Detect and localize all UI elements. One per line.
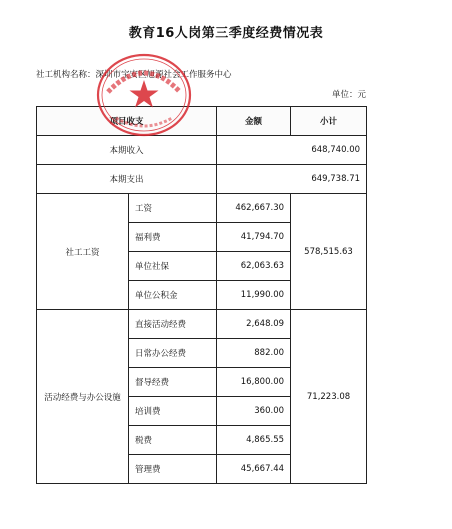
- organization-seal-stamp: [94, 52, 194, 138]
- header-subtotal: 小计: [291, 107, 367, 136]
- item-amount: 462,667.30: [217, 194, 291, 223]
- item-amount: 2,648.09: [217, 310, 291, 339]
- income-row: [37, 136, 367, 165]
- unit-label: 单位：元: [331, 90, 366, 100]
- organization-label: 社工机构名称：: [36, 70, 96, 80]
- seal-star-icon: [130, 80, 159, 108]
- group-subtotal-activity: 71,223.08: [291, 310, 367, 484]
- item-name: 工资: [129, 194, 217, 223]
- item-amount: 4,865.55: [217, 426, 291, 455]
- group-label-activity: 活动经费与办公设施: [37, 310, 129, 484]
- income-value: 648,740.00: [217, 136, 367, 165]
- item-name: 福利费: [129, 223, 217, 252]
- item-amount: 11,990.00: [217, 281, 291, 310]
- expense-table: [36, 106, 367, 484]
- item-amount: 62,063.63: [217, 252, 291, 281]
- item-name: 培训费: [129, 397, 217, 426]
- header-item: 项目收支: [37, 107, 217, 136]
- item-name: 管理费: [129, 455, 217, 484]
- header-amount: 金额: [217, 107, 291, 136]
- item-name: 直接活动经费: [129, 310, 217, 339]
- item-name: 督导经费: [129, 368, 217, 397]
- table-header-row: [37, 107, 367, 136]
- item-amount: 41,794.70: [217, 223, 291, 252]
- group-label-salary: 社工工资: [37, 194, 129, 310]
- item-name: 日常办公经费: [129, 339, 217, 368]
- table-row: [37, 310, 367, 339]
- income-label: 本期收入: [37, 136, 217, 165]
- item-amount: 45,667.44: [217, 455, 291, 484]
- table-row: [37, 194, 367, 223]
- item-name: 税费: [129, 426, 217, 455]
- expense-value: 649,738.71: [217, 165, 367, 194]
- item-amount: 882.00: [217, 339, 291, 368]
- group-subtotal-salary: 578,515.63: [291, 194, 367, 310]
- organization-name: 深圳市宝安区旭源社会工作服务中心: [95, 70, 232, 80]
- item-name: 单位公积金: [129, 281, 217, 310]
- item-amount: 360.00: [217, 397, 291, 426]
- item-amount: 16,800.00: [217, 368, 291, 397]
- page-title: 教育16人岗第三季度经费情况表: [128, 26, 324, 41]
- expense-label: 本期支出: [37, 165, 217, 194]
- expense-row: [37, 165, 367, 194]
- item-name: 单位社保: [129, 252, 217, 281]
